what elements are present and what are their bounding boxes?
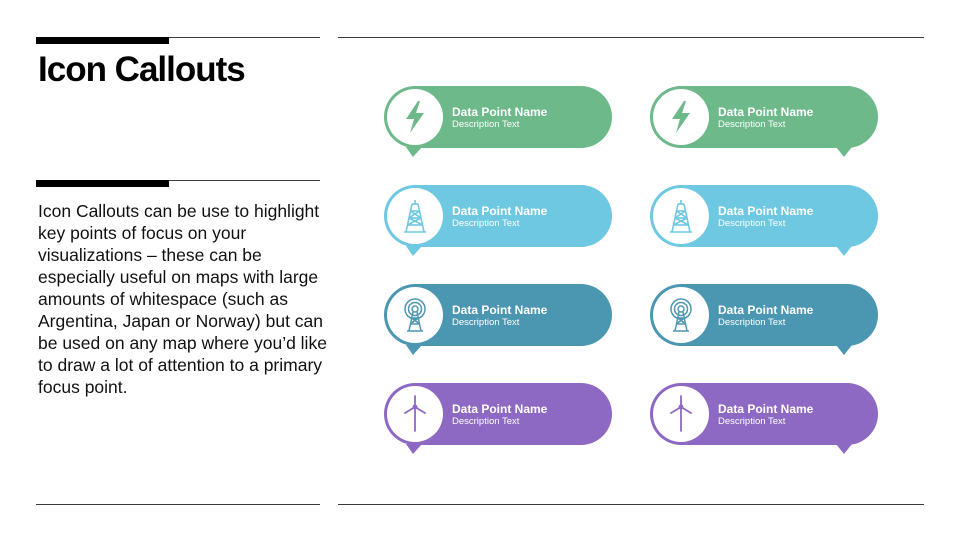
top-right-rule bbox=[338, 37, 924, 38]
icon-circle bbox=[653, 287, 709, 343]
callout-purple-left bbox=[384, 383, 612, 445]
icon-circle bbox=[387, 386, 443, 442]
icon-circle bbox=[653, 89, 709, 145]
callout-green-left bbox=[384, 86, 612, 148]
callout-name: Data Point Name bbox=[718, 303, 814, 317]
icon-circle bbox=[387, 188, 443, 244]
bottom-left-rule bbox=[36, 504, 320, 505]
callout-description: Description Text bbox=[452, 218, 520, 229]
callout-description: Description Text bbox=[718, 416, 786, 427]
icon-circle bbox=[653, 188, 709, 244]
body-accent-bar bbox=[36, 180, 169, 187]
icon-circle bbox=[387, 287, 443, 343]
callout-description: Description Text bbox=[718, 317, 786, 328]
callout-description: Description Text bbox=[452, 416, 520, 427]
wind-turbine-icon bbox=[400, 395, 430, 433]
callout-name: Data Point Name bbox=[718, 204, 814, 218]
callout-description: Description Text bbox=[718, 119, 786, 130]
callout-name: Data Point Name bbox=[452, 303, 548, 317]
callout-lightblue-right bbox=[650, 185, 878, 247]
callout-teal-left bbox=[384, 284, 612, 346]
callout-description: Description Text bbox=[718, 218, 786, 229]
callout-green-right bbox=[650, 86, 878, 148]
radio-tower-icon bbox=[664, 297, 698, 333]
callout-purple-right bbox=[650, 383, 878, 445]
callout-teal-right bbox=[650, 284, 878, 346]
callout-name: Data Point Name bbox=[452, 402, 548, 416]
oil-derrick-icon bbox=[400, 198, 430, 234]
callout-lightblue-left bbox=[384, 185, 612, 247]
slide-body-text: Icon Callouts can be use to highlight key points of focus on your visualizations – these can be especially useful on maps with large amounts of whitespace (such as Argentina, Japan or Norway) but can be used on any map where you’d like to draw a lot of attention to a primary focus point. bbox=[38, 201, 327, 397]
radio-tower-icon bbox=[398, 297, 432, 333]
lightning-icon bbox=[666, 100, 696, 134]
callout-name: Data Point Name bbox=[452, 204, 548, 218]
oil-derrick-icon bbox=[666, 198, 696, 234]
wind-turbine-icon bbox=[666, 395, 696, 433]
icon-circle bbox=[653, 386, 709, 442]
callout-name: Data Point Name bbox=[452, 105, 548, 119]
title-accent-bar bbox=[36, 37, 169, 44]
bottom-right-rule bbox=[338, 504, 924, 505]
callout-name: Data Point Name bbox=[718, 105, 814, 119]
lightning-icon bbox=[400, 100, 430, 134]
callout-name: Data Point Name bbox=[718, 402, 814, 416]
slide-title: Icon Callouts bbox=[38, 50, 245, 89]
callout-description: Description Text bbox=[452, 119, 520, 130]
callout-description: Description Text bbox=[452, 317, 520, 328]
icon-circle bbox=[387, 89, 443, 145]
